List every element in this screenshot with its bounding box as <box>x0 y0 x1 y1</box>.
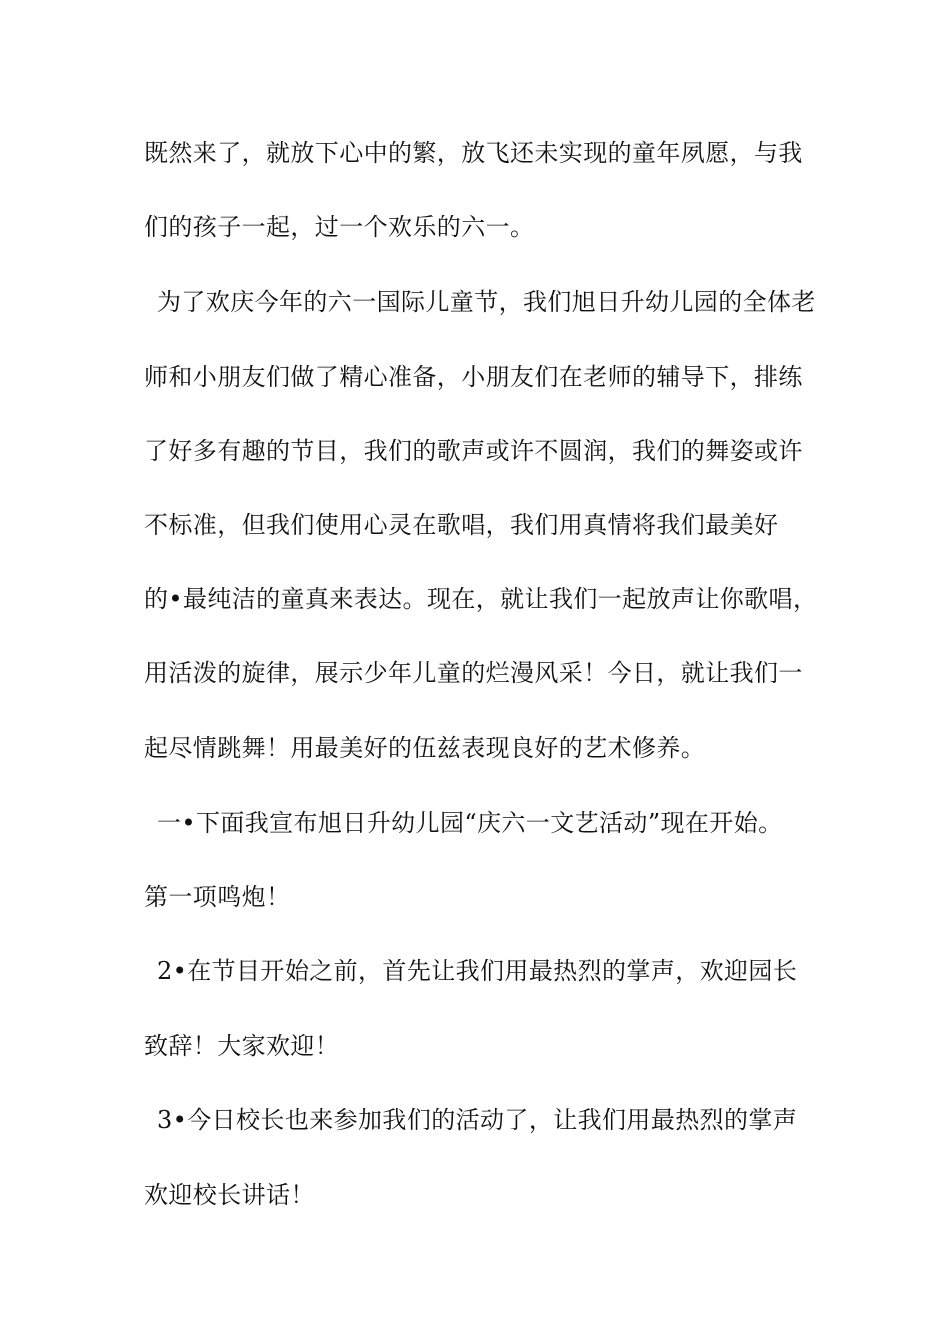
paragraph-line: 一•下面我宣布旭日升幼儿园“庆六一文艺活动”现在开始。 <box>157 809 783 837</box>
paragraph-line: 了好多有趣的节目，我们的歌声或许不圆润，我们的舞姿或许 <box>144 437 803 465</box>
paragraph-line: 致辞！大家欢迎！ <box>144 1032 340 1060</box>
paragraph-line: 的•最纯洁的童真来表达。现在，就让我们一起放声让你歌唱， <box>144 585 818 613</box>
paragraph-line: 为了欢庆今年的六一国际儿童节，我们旭日升幼儿园的全体老 <box>157 288 816 316</box>
paragraph-line: 们的孩子一起，过一个欢乐的六一。 <box>144 213 535 241</box>
paragraph-line: 起尽情跳舞！用最美好的伍兹表现良好的艺术修养。 <box>144 734 706 762</box>
paragraph-line: 2•在节目开始之前，首先让我们用最热烈的掌声，欢迎园长 <box>157 957 798 985</box>
paragraph-line: 3•今日校长也来参加我们的活动了，让我们用最热烈的掌声 <box>157 1106 798 1134</box>
paragraph-line: 第一项鸣炮！ <box>144 883 291 911</box>
paragraph-line: 用活泼的旋律，展示少年儿童的烂漫风采！今日，就让我们一 <box>144 659 803 687</box>
paragraph-line: 师和小朋友们做了精心准备，小朋友们在老师的辅导下，排练 <box>144 363 803 391</box>
paragraph-line: 不标准，但我们使用心灵在歌唱，我们用真情将我们最美好 <box>144 511 779 539</box>
paragraph-line: 欢迎校长讲话！ <box>144 1181 315 1209</box>
paragraph-line: 既然来了，就放下心中的繁，放飞还未实现的童年夙愿，与我 <box>144 139 803 167</box>
